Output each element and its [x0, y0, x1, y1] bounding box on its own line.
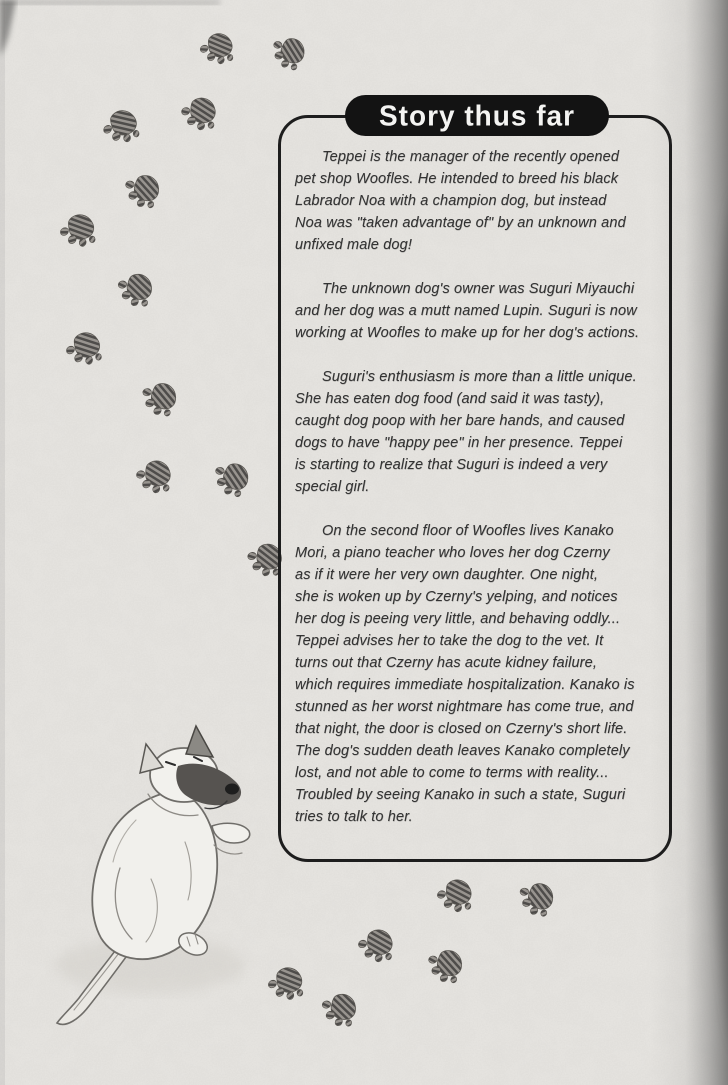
story-line: is starting to realize that Suguri is indeed a very: [295, 457, 608, 473]
story-line: Noa was "taken advantage of" by an unknown and: [295, 215, 626, 231]
story-line: Labrador Noa with a champion dog, but instead: [295, 193, 607, 209]
story-paragraph: [295, 278, 667, 344]
story-line: dogs to have "happy pee" in her presence. Teppei: [295, 435, 623, 451]
story-line: her dog is peeing very little, and behaving oddly...: [295, 611, 621, 627]
story-line: unfixed male dog!: [295, 237, 413, 253]
story-line: On the second floor of Woofles lives Kanako: [322, 523, 614, 539]
story-line: turns out that Czerny has acute kidney failure,: [295, 655, 598, 671]
story-line: which requires immediate hospitalization. Kanako is: [295, 677, 635, 693]
story-line: The unknown dog's owner was Suguri Miyauchi: [322, 281, 635, 297]
story-paragraph: [295, 520, 667, 828]
story-line: lost, and not able to come to terms with reality...: [295, 765, 609, 781]
story-paragraphs: [295, 146, 667, 850]
story-line: Troubled by seeing Kanako in such a state, Suguri: [295, 787, 626, 803]
story-line: Mori, a piano teacher who loves her dog Czerny: [295, 545, 610, 561]
story-line: and her dog was a mutt named Lupin. Suguri is now: [295, 303, 637, 319]
story-line: She has eaten dog food (and said it was tasty),: [295, 391, 605, 407]
story-line: stunned as her worst nightmare has come true, and: [295, 699, 634, 715]
story-paragraph: [295, 146, 667, 256]
story-line: Teppei is the manager of the recently opened: [322, 149, 620, 165]
story-line: Teppei advises her to take the dog to the vet. It: [295, 633, 604, 649]
story-line: The dog's sudden death leaves Kanako completely: [295, 743, 630, 759]
story-line: Suguri's enthusiasm is more than a little unique.: [322, 369, 637, 385]
story-paragraph: [295, 366, 667, 498]
story-title: Story thus far: [378, 98, 576, 132]
story-title-pill: [346, 96, 608, 135]
story-line: special girl.: [295, 479, 370, 495]
story-line: as if it were her very own daughter. One night,: [295, 567, 599, 583]
story-line: she is woken up by Czerny's yelping, and notices: [295, 589, 618, 605]
story-line: working at Woofles to make up for her dog's actions.: [295, 325, 640, 341]
story-line: that night, the door is closed on Czerny's short life.: [295, 721, 628, 737]
story-line: pet shop Woofles. He intended to breed his black: [295, 171, 619, 187]
story-line: tries to talk to her.: [295, 809, 413, 825]
story-line: caught dog poop with her bare hands, and caused: [295, 413, 625, 429]
